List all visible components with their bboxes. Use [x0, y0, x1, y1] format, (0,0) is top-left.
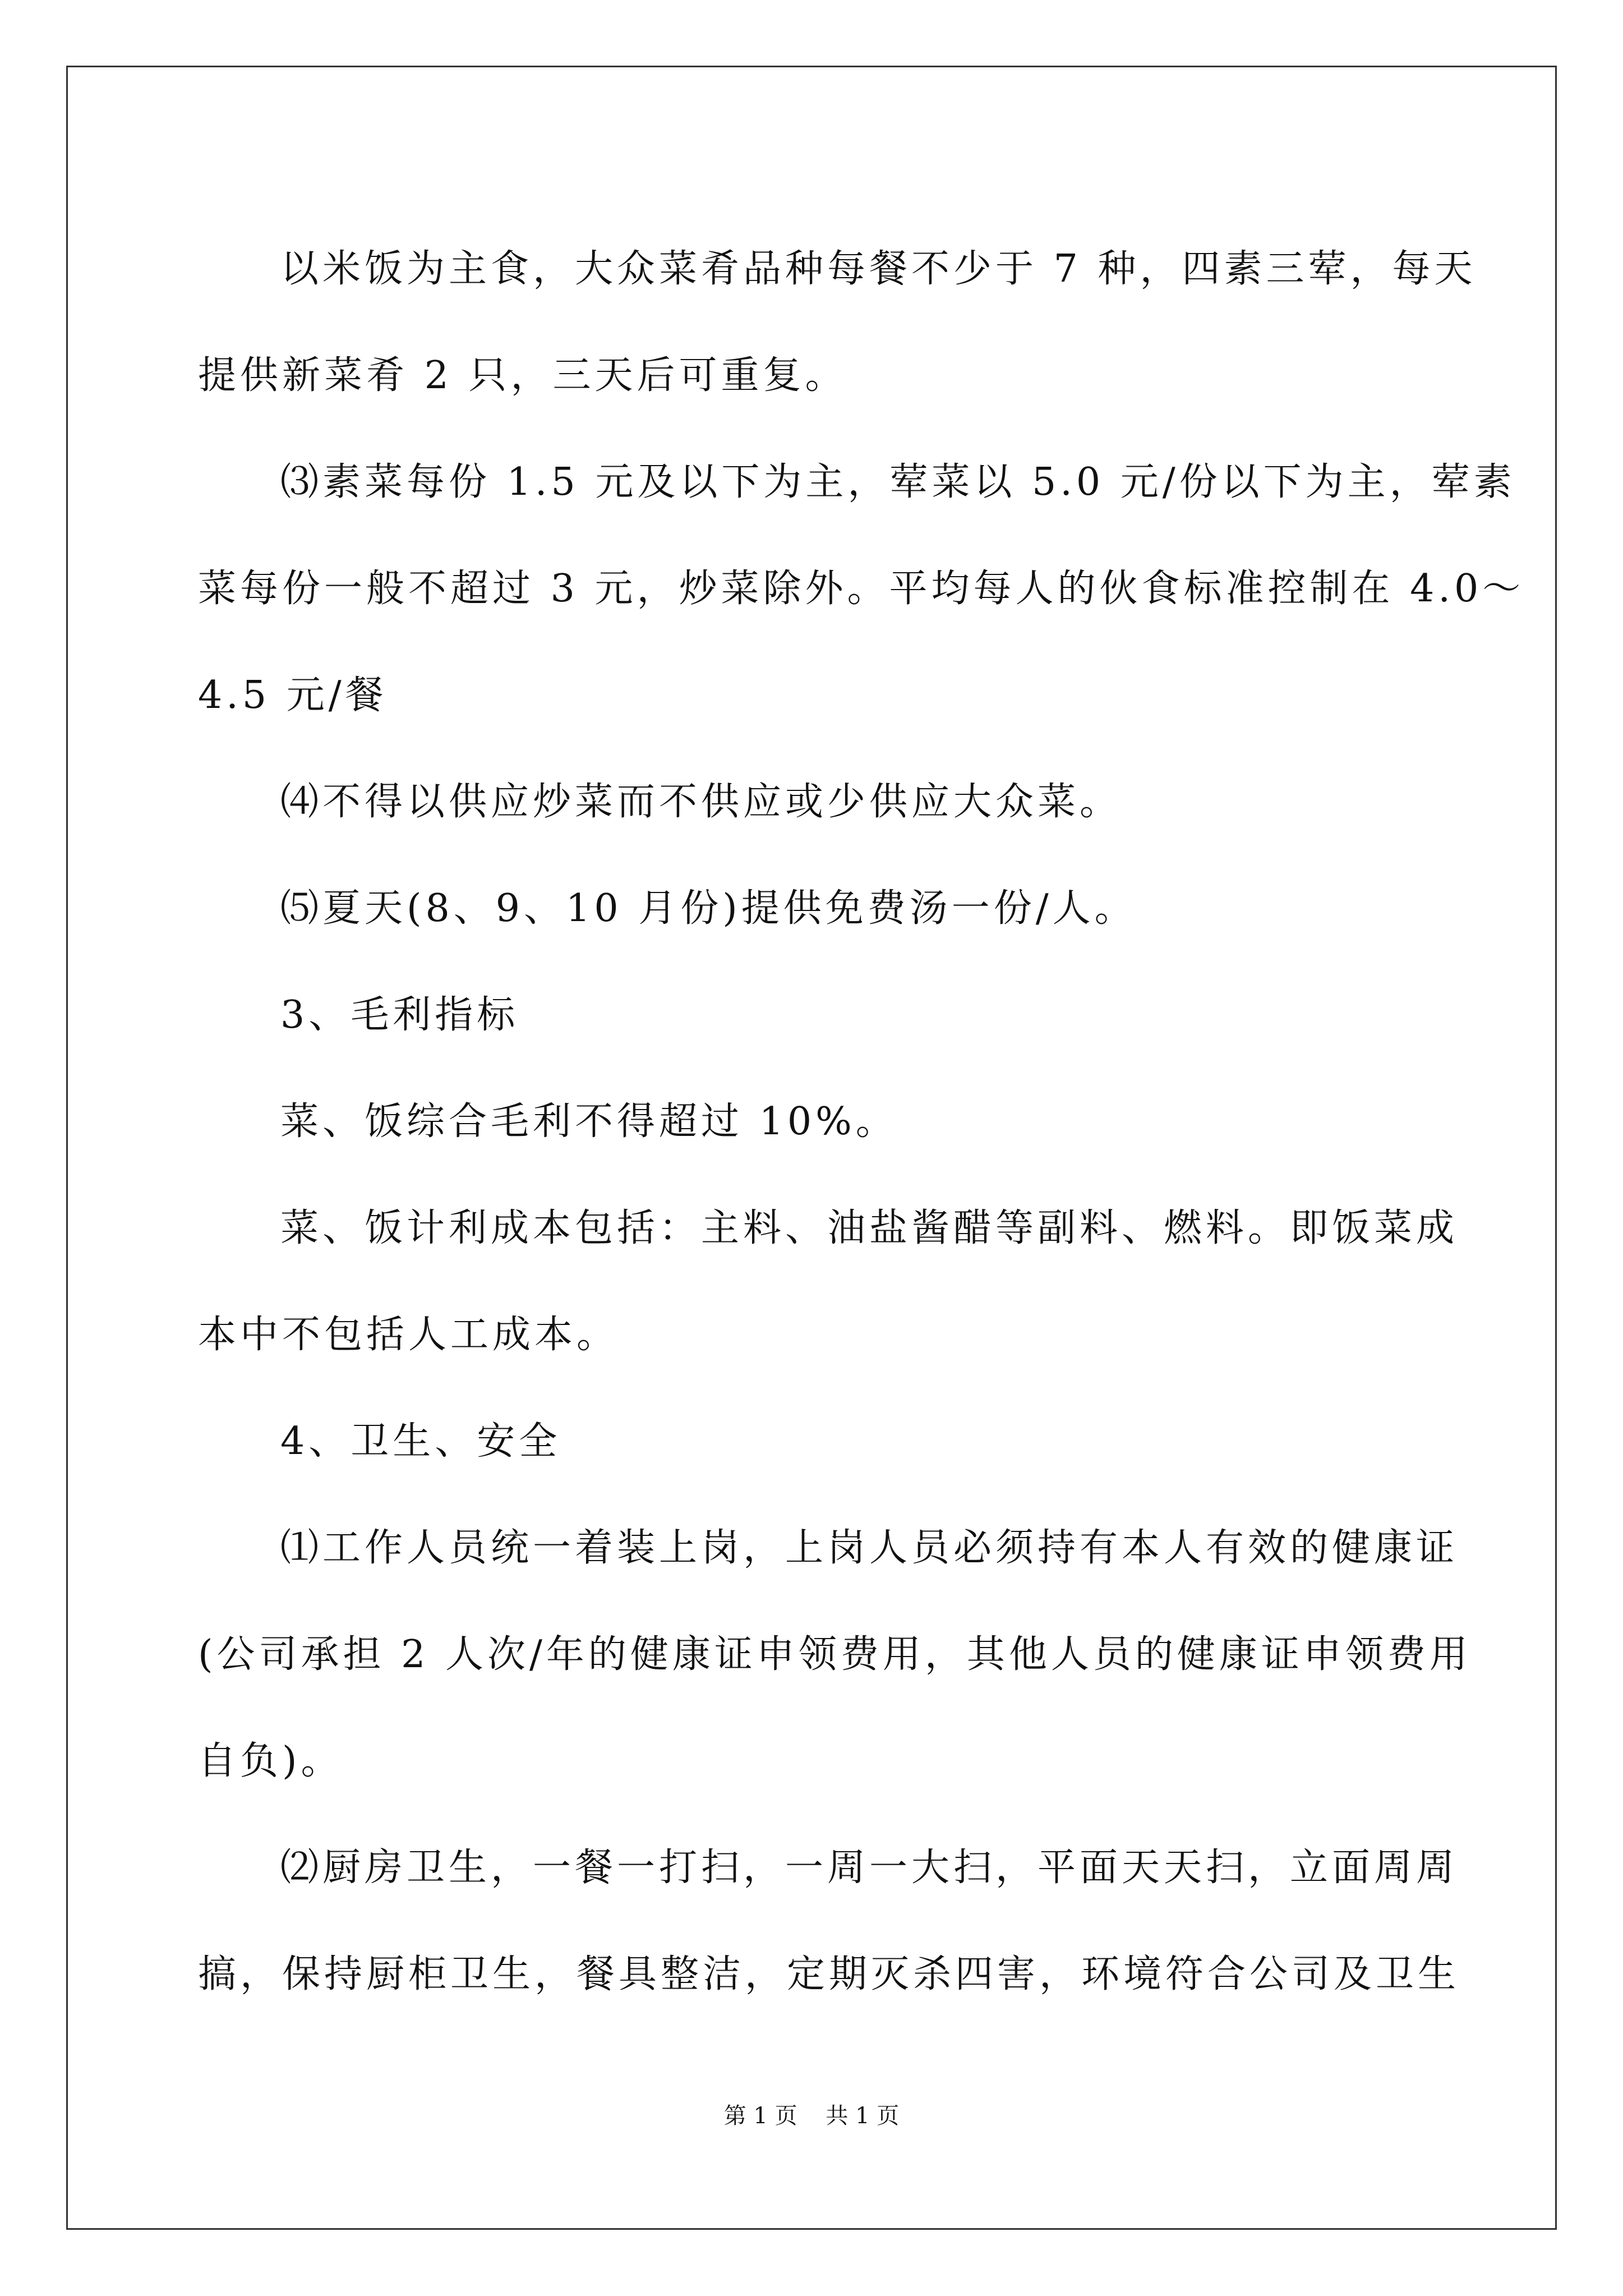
text-line: 4.5 元/餐 [198, 673, 388, 717]
text-line: 菜、饭综合毛利不得超过 10%。 [280, 1099, 898, 1144]
page-footer: 第 1 页 共 1 页 [723, 2103, 900, 2129]
text-line: ⑸夏天(8、9、10 月份)提供免费汤一份/人。 [280, 886, 1137, 931]
section-heading: 4、卫生、安全 [280, 1419, 561, 1464]
text-line: 菜每份一般不超过 3 元，炒菜除外。平均每人的伙食标准控制在 4.0～ [198, 567, 1525, 611]
text-line: 提供新菜肴 2 只，三天后可重复。 [198, 353, 847, 398]
text-line: ⑶素菜每份 1.5 元及以下为主，荤菜以 5.0 元/份以下为主，荤素 [280, 460, 1516, 504]
text-line: (公司承担 2 人次/年的健康证申领费用，其他人员的健康证申领费用 [198, 1632, 1472, 1677]
document-body [198, 216, 1525, 2028]
text-line: 自负)。 [198, 1739, 343, 1783]
text-line: 搞，保持厨柜卫生，餐具整洁，定期灭杀四害，环境符合公司及卫生 [198, 1952, 1460, 1996]
text-line: 以米饭为主食，大众菜肴品种每餐不少于 7 种，四素三荤，每天 [280, 247, 1477, 291]
text-line: ⑴工作人员统一着装上岗，上岗人员必须持有本人有效的健康证 [280, 1526, 1459, 1570]
text-line: 菜、饭计利成本包括：主料、油盐酱醋等副料、燃料。即饭菜成 [280, 1206, 1459, 1250]
text-line: 本中不包括人工成本。 [198, 1313, 619, 1357]
section-heading: 3、毛利指标 [280, 993, 519, 1037]
text-line: ⑷不得以供应炒菜而不供应或少供应大众菜。 [280, 780, 1122, 824]
text-line: ⑵厨房卫生，一餐一打扫，一周一大扫，平面天天扫，立面周周 [280, 1846, 1459, 1890]
